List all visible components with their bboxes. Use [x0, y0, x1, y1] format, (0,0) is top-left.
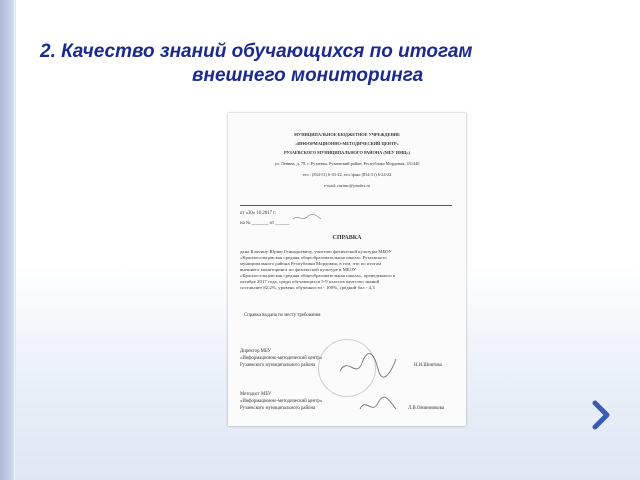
doc-header-rule: [240, 205, 452, 206]
methodist-signature: [358, 395, 398, 417]
doc-body-line: «Красносельцовская средняя общеобразовательная школа» Рузаевского: [240, 255, 387, 260]
doc-body-line: «Красносельцовская средняя общеобразовательная школа», проведенного в: [240, 273, 396, 278]
scanned-certificate: [228, 113, 466, 426]
signature-title: Рузаевского муниципального района: [240, 363, 316, 368]
doc-ref-to: на № _______ от ______: [240, 221, 290, 226]
signature-title: Методист МБУ: [240, 392, 272, 397]
doc-body-line: октябре 2017 года, среди обучающихся 5-9 классов качество знаний: [240, 279, 380, 284]
doc-header-line: e-mail: ruzimc@yandex.ru: [323, 183, 371, 188]
doc-purpose: Справка выдана по месту требования: [244, 313, 321, 318]
slide-title-line2: внешнего мониторинга: [192, 65, 424, 86]
doc-header-line: РУЗАЕВСКОГО МУНИЦИПАЛЬНОГО РАЙОНА (МБУ ИМЦ»): [283, 150, 411, 155]
doc-title: СПРАВКА: [332, 235, 362, 241]
slide-title: [40, 40, 600, 88]
director-signature: [338, 351, 398, 381]
chevron-right-icon[interactable]: [590, 400, 612, 430]
doc-body-line: муниципального района Республики Мордовия, в том, что по итогам: [240, 261, 382, 266]
doc-header-line: «ИНФОРМАЦИОННО-МЕТОДИЧЕСКИЙ ЦЕНТР»: [295, 141, 399, 146]
doc-ref-number: от «30» 10 2017 г.: [240, 211, 276, 216]
doc-header-line: ул. Ленина, д. 79, г. Рузаевка, Рузаевский район, Республика Мордовия, 431440: [274, 161, 420, 166]
doc-body-line: составляет 82,2%, уровень обученности - 100%, средний бал - 4,3: [240, 285, 375, 290]
signature-title: «Информационно-методический центр»: [240, 356, 323, 361]
signature-name: Н.Н.Шиятова: [414, 363, 442, 368]
signature-title: «Информационно-методический центр»: [240, 399, 323, 404]
signature-name: Л.В.Овчинникова: [408, 406, 444, 411]
slide-title-line1: 2. Качество знаний обучающихся по итогам: [40, 41, 473, 62]
doc-body-line: внешнего мониторинга по физической культуре в МБОУ: [240, 267, 357, 272]
doc-body-line: дана Клячину Юрию Геннадьевичу, учителю физической культуры МБОУ: [240, 249, 392, 254]
left-accent-divider: [14, 0, 15, 480]
doc-header-line: тел.: (834-51) 6-03-22, тел./факс (834-51) 6-24-22: [302, 172, 392, 177]
doc-header-line: МУНИЦИПАЛЬНОЕ БЮДЖЕТНОЕ УЧРЕЖДЕНИЕ: [293, 132, 401, 137]
ref-handwriting: [292, 213, 322, 223]
signature-title: Директор МБУ: [240, 349, 271, 354]
signature-title: Рузаевского муниципального района: [240, 406, 316, 411]
